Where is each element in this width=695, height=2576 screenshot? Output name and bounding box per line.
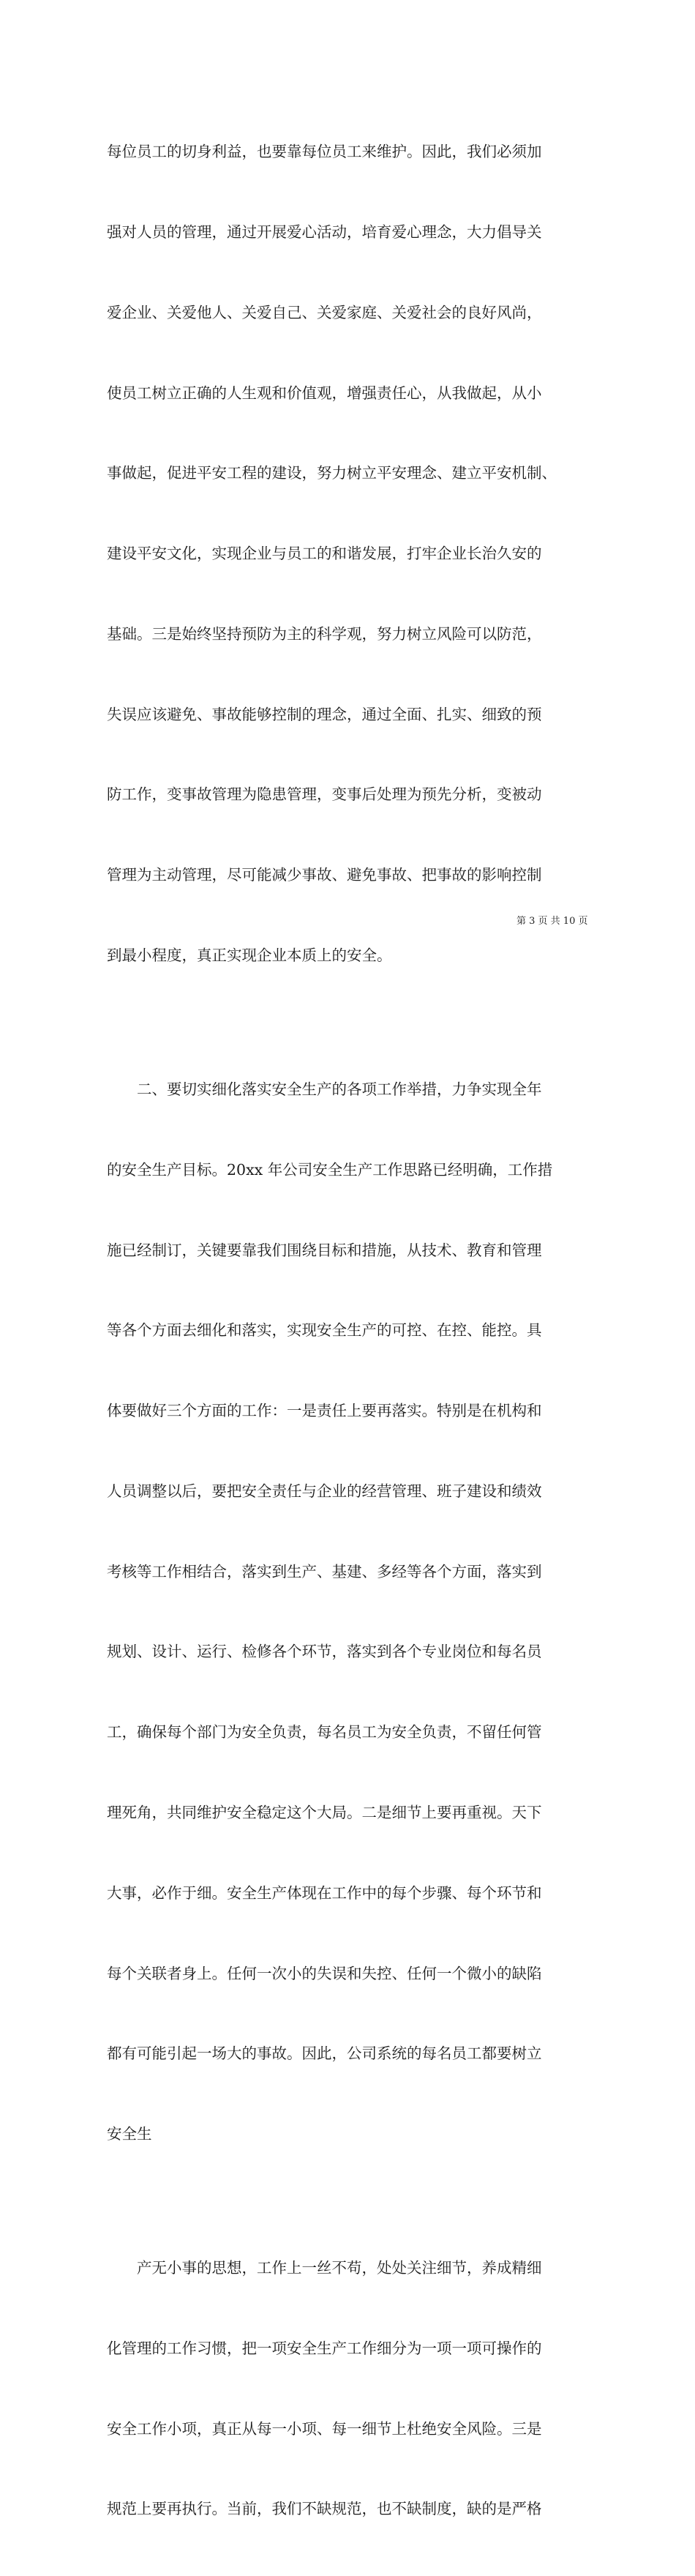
text-line: 产无小事的思想，工作上一丝不苟，处处关注细节，养成精细 bbox=[137, 2259, 542, 2277]
text-line: 基础。三是始终坚持预防为主的科学观，努力树立风险可以防范， bbox=[107, 624, 542, 643]
text-line: 施已经制订，关键要靠我们围绕目标和措施，从技术、教育和管理 bbox=[107, 1241, 542, 1259]
text-line: 工，确保每个部门为安全负责，每名员工为安全负责，不留任何管 bbox=[107, 1723, 542, 1741]
text-line: 理死角，共同维护安全稳定这个大局。二是细节上要再重视。天下 bbox=[107, 1804, 542, 1821]
text-line: 规范上要再执行。当前，我们不缺规范，也不缺制度，缺的是严格 bbox=[107, 2500, 542, 2518]
text-line: 规划、设计、运行、检修各个环节，落实到各个专业岗位和每名员 bbox=[107, 1643, 542, 1661]
text-line: 安全生 bbox=[107, 2125, 152, 2143]
text-line: 人员调整以后，要把安全责任与企业的经营管理、班子建设和绩效 bbox=[107, 1482, 542, 1500]
text-line: 防工作，变事故管理为隐患管理，变事后处理为预先分析，变被动 bbox=[107, 785, 542, 804]
text-line: 使员工树立正确的人生观和价值观，增强责任心，从我做起，从小 bbox=[107, 384, 542, 402]
text-line: 的安全生产目标。20xx 年公司安全生产工作思路已经明确，工作措 bbox=[107, 1160, 553, 1179]
text-line: 等各个方面去细化和落实，实现安全生产的可控、在控、能控。具 bbox=[107, 1321, 542, 1340]
text-line: 二、要切实细化落实安全生产的各项工作举措，力争实现全年 bbox=[137, 1080, 542, 1098]
paragraph-2 bbox=[107, 1023, 588, 2201]
text-line: 安全工作小项，真正从每一小项、每一细节上杜绝安全风险。三是 bbox=[107, 2419, 542, 2438]
text-line: 强对人员的管理，通过开展爱心活动，培育爱心理念，大力倡导关 bbox=[107, 223, 542, 241]
text-line: 到最小程度，真正实现企业本质上的安全。 bbox=[107, 947, 392, 964]
text-line: 建设平安文化，实现企业与员工的和谐发展，打牢企业长治久安的 bbox=[107, 545, 542, 563]
document-body bbox=[107, 85, 588, 2576]
text-line: 化管理的工作习惯，把一项安全生产工作细分为一项一项可操作的 bbox=[107, 2339, 542, 2357]
text-line: 事做起，促进平安工程的建设，努力树立平安理念、建立平安机制、 bbox=[107, 464, 557, 482]
paragraph-1 bbox=[107, 85, 588, 1023]
text-line: 爱企业、关爱他人、关爱自己、关爱家庭、关爱社会的良好风尚， bbox=[107, 303, 542, 321]
page-number-footer: 第 3 页 共 10 页 bbox=[516, 916, 588, 927]
text-line: 考核等工作相结合，落实到生产、基建、多经等各个方面，落实到 bbox=[107, 1562, 542, 1580]
text-line: 管理为主动管理，尽可能减少事故、避免事故、把事故的影响控制 bbox=[107, 866, 542, 884]
text-line: 体要做好三个方面的工作：一是责任上要再落实。特别是在机构和 bbox=[107, 1402, 542, 1420]
paragraph-3 bbox=[107, 2201, 588, 2576]
text-line: 失误应该避免、事故能够控制的理念，通过全面、扎实、细致的预 bbox=[107, 705, 542, 723]
text-line: 每个关联者身上。任何一次小的失误和失控、任何一个微小的缺陷 bbox=[107, 1964, 542, 1982]
text-line: 大事，必作于细。安全生产体现在工作中的每个步骤、每个环节和 bbox=[107, 1884, 542, 1902]
text-line: 每位员工的切身利益，也要靠每位员工来维护。因此，我们必须加 bbox=[107, 143, 542, 161]
text-line: 都有可能引起一场大的事故。因此，公司系统的每名员工都要树立 bbox=[107, 2045, 542, 2063]
